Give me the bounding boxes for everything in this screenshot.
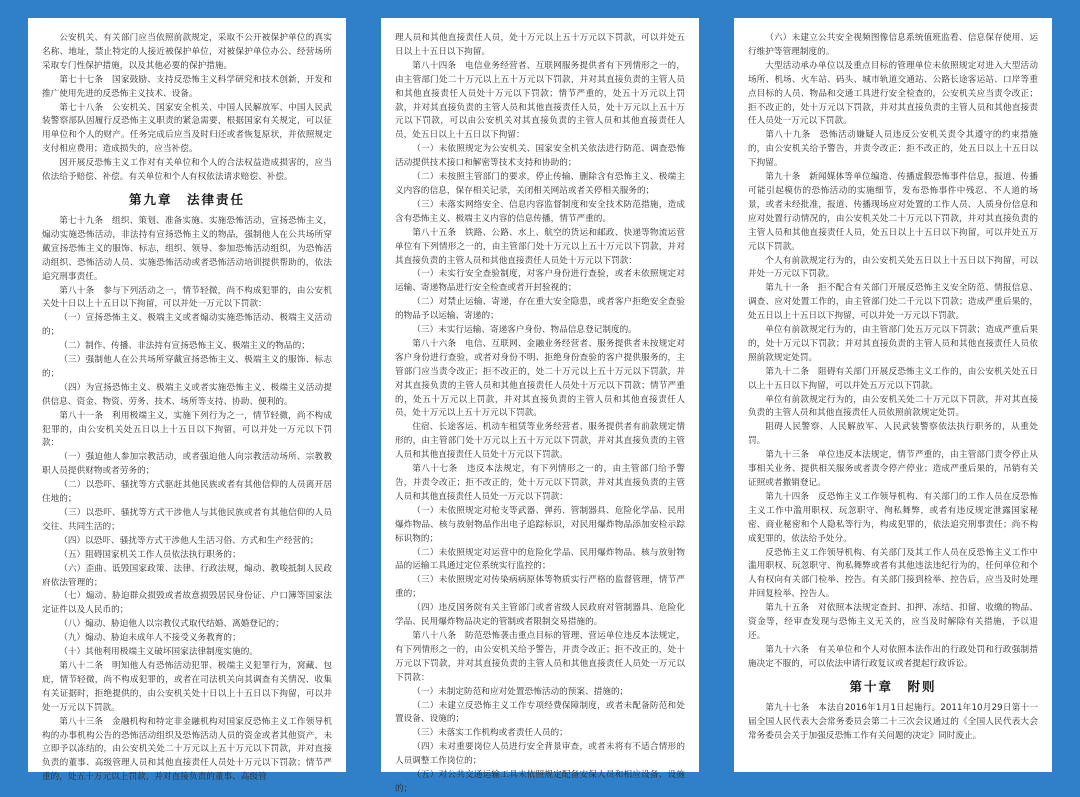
paragraph: 第八十三条 金融机构和特定非金融机构对国家反恐怖主义工作领导机构的办事机构公告的恐怖活动组织及恐怖活动人员的资金或者其他资产，未立即予以冻结的，由公安机关处二十万元以上五十万元以下罚款，并对直接负责的董事、高级管理人员和其他直接责任人员处十万元以下罚款；情节严重的，处五十万元以上罚款，并对直接负责的董事、高级管 bbox=[42, 716, 332, 783]
paragraph: 第九十二条 阻碍有关部门开展反恐怖主义工作的，由公安机关处五日以上十五日以下拘留，可以并处五万元以下罚款。 bbox=[748, 366, 1038, 391]
paragraph: （四）违反国务院有关主管部门或者省级人民政府对管制器具、危险化学品、民用爆炸物品决定的管制或者限制交易措施的。 bbox=[395, 603, 685, 628]
paragraph: （八）煽动、胁迫他人以宗教仪式取代结婚、离婚登记的； bbox=[59, 619, 284, 630]
paragraph: 第八十八条 防范恐怖袭击重点目标的管理、营运单位违反本法规定，有下列情形之一的，由公安机关给予警告，并责令改正；拒不改正的，处十万元以下罚款，并对其直接负责的主管人员和其他直接责任人员处一万元以下罚款： bbox=[395, 630, 685, 683]
paragraph: 单位有前款规定行为的，由主管部门处五万元以下罚款；造成严重后果的，处十万元以下罚款；并对其直接负责的主管人员和其他直接责任人员依照前款规定处罚。 bbox=[748, 325, 1038, 363]
paragraph: 第七十九条 组织、策划、准备实施、实施恐怖活动，宣扬恐怖主义，煽动实施恐怖活动，非法持有宣扬恐怖主义的物品，强制他人在公共场所穿戴宣扬恐怖主义的服饰、标志，组织、领导、参加恐怖活动组织，为恐怖活动组织、恐怖活动人员、实施恐怖活动或者恐怖活动培训提供帮助的，依法追究刑事责任。 bbox=[42, 215, 332, 282]
page-column-3 bbox=[734, 18, 1052, 772]
paragraph: （五）阻碍国家机关工作人员依法执行职务的； bbox=[59, 549, 241, 560]
paragraph: 第九十条 新闻媒体等单位编造、传播虚假恐怖事件信息，报道、传播可能引起模仿的恐怖活动的实施细节，发布恐怖事件中残忍、不人道的场景，或者未经批准，报道、传播现场应对处置的工作人员、人质身份信息和应对处置行动情况的，由公安机关处二十万元以下罚款，并对其直接负责的主管人员和其他直接责任人员，处五日以上十五日以下拘留，可以并处五万元以下罚款。 bbox=[748, 172, 1038, 252]
paragraph: （七）煽动、胁迫群众损毁或者故意损毁居民身份证、户口簿等国家法定证件以及人民币的； bbox=[42, 591, 332, 616]
paragraph: （九）煽动、胁迫未成年人不接受义务教育的； bbox=[59, 633, 241, 644]
paragraph: 大型活动承办单位以及重点目标的管理单位未依照规定对进入大型活动场所、机场、火车站、码头、城市轨道交通站、公路长途客运站、口岸等重点目标的人员、物品和交通工具进行安全检查的，公安机关应当责令改正；拒不改正的，处十万元以下罚款，并对其直接负责的主管人员和其他直接责任人员处一万元以下罚款。 bbox=[748, 60, 1038, 127]
paragraph: （四）未对重要岗位人员进行安全背景审查，或者未将有不适合情形的人员调整工作岗位的； bbox=[395, 742, 685, 767]
page-column-2 bbox=[381, 18, 699, 794]
paragraph: （二）未依照规定对运营中的危险化学品、民用爆炸物品、核与放射物品的运输工具通过定位系统实行监控的； bbox=[395, 547, 685, 572]
paragraph: 第七十八条 公安机关、国家安全机关、中国人民解放军、中国人民武装警察部队因履行反恐怖主义职责的紧急需要，根据国家有关规定，可以征用单位和个人的财产。任务完成后应当及时归还或者恢复原状，并依照规定支付相应费用；造成损失的，应当补偿。 bbox=[42, 102, 332, 155]
paragraph: （一）宣扬恐怖主义、极端主义或者煽动实施恐怖活动、极端主义活动的； bbox=[42, 313, 332, 338]
paragraph: 理人员和其他直接责任人员，处十万元以上五十万元以下罚款，可以并处五日以上十五日以下拘留。 bbox=[395, 33, 685, 57]
paragraph: （二）制作、传播、非法持有宣扬恐怖主义、极端主义的物品的； bbox=[59, 341, 310, 352]
paragraph: （四）为宣扬恐怖主义、极端主义或者实施恐怖主义、极端主义活动提供信息、资金、物资、劳务、技术、场所等支持、协助、便利的。 bbox=[42, 382, 332, 407]
paragraph: （五）对公共交通运输工具未依照规定配备安保人员和相应设备、设施的； bbox=[395, 770, 685, 794]
paragraph: 第九十七条 本法自2016年1月1日起施行。2011年10月29日第十一届全国人民代表大会常务委员会第二十三次会议通过的《全国人民代表大会常务委员会关于加强反恐怖工作有关问题的决定》同时废止。 bbox=[748, 702, 1038, 741]
paragraph: 第八十一条 利用极端主义，实施下列行为之一，情节轻微，尚不构成犯罪的，由公安机关处五日以上十五日以下拘留，可以并处一万元以下罚款： bbox=[42, 410, 332, 449]
paragraph: 第九十六条 有关单位和个人对依照本法作出的行政处罚和行政强制措施决定不服的，可以依法申请行政复议或者提起行政诉讼。 bbox=[748, 644, 1038, 669]
paragraph: （二）以恐吓、骚扰等方式驱赶其他民族或者有其他信仰的人员离开居住地的； bbox=[42, 480, 332, 505]
paragraph: 个人有前款规定行为的，由公安机关处五日以上十五日以下拘留，可以并处一万元以下罚款。 bbox=[748, 255, 1038, 280]
paragraph: 第八十五条 铁路、公路、水上、航空的货运和邮政、快递等物流运营单位有下列情形之一的，由主管部门处十万元以上五十万元以下罚款，并对其直接负责的主管人员和其他直接责任人员处十万元以下罚款： bbox=[395, 227, 685, 266]
paragraph: 住宿、长途客运、机动车租赁等业务经营者、服务提供者有前款规定情形的，由主管部门处十万元以上五十万元以下罚款，并对其直接负责的主管人员和其他直接责任人员处十万元以下罚款。 bbox=[395, 422, 685, 461]
paragraph: 第九十三条 单位违反本法规定，情节严重的，由主管部门责令停止从事相关业务、提供相关服务或者责令停产停业；造成严重后果的，吊销有关证照或者撤销登记。 bbox=[748, 450, 1038, 488]
paragraph: 第八十七条 违反本法规定，有下列情形之一的，由主管部门给予警告，并责令改正；拒不改正的，处十万元以下罚款，并对其直接负责的主管人员和其他直接责任人员处一万元以下罚款： bbox=[395, 464, 685, 502]
paragraph: 第九十四条 反恐怖主义工作领导机构、有关部门的工作人员在反恐怖主义工作中滥用职权、玩忽职守、徇私舞弊，或者有违反规定泄露国家秘密、商业秘密和个人隐私等行为，构成犯罪的，依法追究刑事责任；尚不构成犯罪的，依法给予处分。 bbox=[748, 491, 1038, 544]
page-column-1 bbox=[28, 18, 346, 783]
paragraph: 第八十二条 明知他人有恐怖活动犯罪、极端主义犯罪行为，窝藏、包庇，情节轻微，尚不构成犯罪的，或者在司法机关向其调查有关情况、收集有关证据时，拒绝提供的，由公安机关处十日以上十五日以下拘留，可以并处一万元以下罚款。 bbox=[42, 660, 332, 713]
paragraph: 第七十七条 国家鼓励、支持反恐怖主义科学研究和技术创新，开发和推广使用先进的反恐怖主义技术、设备。 bbox=[42, 74, 332, 99]
paragraph: （十）其他利用极端主义破坏国家法律制度实施的。 bbox=[59, 647, 258, 658]
paragraph: （三）未落实网络安全、信息内容监督制度和安全技术防范措施，造成含有恐怖主义、极端主义内容的信息传播，情节严重的。 bbox=[395, 199, 685, 224]
paragraph: （一）未制定防范和应对处置恐怖活动的预案、措施的； bbox=[412, 686, 629, 697]
paragraph: （三）未落实工作机构或者责任人员的； bbox=[412, 728, 568, 739]
paragraph: （三）未依照规定对传染病病原体等物质实行严格的监督管理，情节严重的； bbox=[395, 575, 685, 600]
paragraph: （三）以恐吓、骚扰等方式干涉他人与其他民族或者有其他信仰的人员交往、共同生活的； bbox=[42, 508, 332, 532]
paragraph: （三）未实行运输、寄递客户身份、物品信息登记制度的。 bbox=[412, 325, 637, 336]
paragraph: 第九十一条 拒不配合有关部门开展反恐怖主义安全防范、情报信息、调查、应对处置工作的，由主管部门处二千元以下罚款；造成严重后果的，处五日以上十五日以下拘留，可以并处一万元以下罚款。 bbox=[748, 283, 1038, 322]
paragraph: 第八十条 参与下列活动之一，情节轻微，尚不构成犯罪的，由公安机关处十日以上十五日以下拘留，可以并处一万元以下罚款： bbox=[42, 285, 332, 310]
paragraph: （一）未实行安全查验制度，对客户身份进行查验，或者未依照规定对运输、寄递物品进行安全检查或者开封验视的； bbox=[395, 269, 685, 294]
paragraph: （一）未依照规定对枪支等武器、弹药、管制器具、危险化学品、民用爆炸物品、核与放射物品作出电子追踪标识，对民用爆炸物品添加安检示踪标识物的； bbox=[395, 505, 685, 544]
paragraph: 反恐怖主义工作领导机构、有关部门及其工作人员在反恐怖主义工作中滥用职权、玩忽职守、徇私舞弊或者有其他违法违纪行为的，任何单位和个人有权向有关部门检举、控告。有关部门接到检举、控告后，应当及时处理并回复检举、控告人。 bbox=[748, 547, 1038, 600]
paragraph: 单位有前款规定行为的，由公安机关处二十万元以下罚款，并对其直接负责的主管人员和其他直接责任人员依照前款规定处罚。 bbox=[748, 394, 1038, 419]
paragraph: 因开展反恐怖主义工作对有关单位和个人的合法权益造成损害的，应当依法给予赔偿、补偿。有关单位和个人有权依法请求赔偿、补偿。 bbox=[42, 158, 332, 183]
paragraph: （二）对禁止运输、寄递，存在重大安全隐患，或者客户拒绝安全查验的物品予以运输、寄递的； bbox=[395, 297, 685, 322]
paragraph: 公安机关、有关部门应当依照前款规定，采取不公开被保护单位的真实名称、地址，禁止特定的人接近被保护单位，对被保护单位办公、经营场所采取专门性保护措施，以及其他必要的保护措施。 bbox=[42, 33, 332, 71]
paragraph: （三）强制他人在公共场所穿戴宣扬恐怖主义、极端主义的服饰、标志的； bbox=[42, 355, 332, 379]
paragraph: （四）以恐吓、骚扰等方式干涉他人生活习俗、方式和生产经营的； bbox=[59, 535, 319, 546]
paragraph: 阻碍人民警察、人民解放军、人民武装警察依法执行职务的，从重处罚。 bbox=[748, 422, 1038, 447]
paragraph: （二）未建立反恐怖主义工作专项经费保障制度，或者未配备防范和处置设备、设施的； bbox=[395, 700, 685, 725]
paragraph: 第九十五条 对依照本法规定查封、扣押、冻结、扣留、收缴的物品、资金等，经审查发现与恐怖主义无关的，应当及时解除有关措施，予以退还。 bbox=[748, 603, 1038, 641]
paragraph: （一）未依照规定为公安机关、国家安全机关依法进行防范、调查恐怖活动提供技术接口和解密等技术支持和协助的； bbox=[395, 144, 685, 169]
paragraph: （二）未按照主管部门的要求，停止传输、删除含有恐怖主义、极端主义内容的信息，保存相关记录，关闭相关网站或者关停相关服务的； bbox=[395, 172, 685, 196]
chapter-heading: 第十章 附则 bbox=[849, 678, 937, 694]
paragraph: 第八十六条 电信、互联网、金融业务经营者、服务提供者未按规定对客户身份进行查验，或者对身份不明、拒绝身份查验的客户提供服务的，主管部门应当责令改正；拒不改正的，处二十万元以上五十万元以下罚款，并对其直接负责的主管人员和其他直接责任人员处十万元以下罚款；情节严重的，处五十万元以上罚款，并对其直接负责的主管人员和其他直接责任人员，处十万元以上五十万元以下罚款。 bbox=[395, 338, 685, 419]
paragraph: （六）未建立公共安全视频图像信息系统值班监看、信息保存使用、运行维护等管理制度的。 bbox=[748, 33, 1038, 57]
paragraph: （六）歪曲、诋毁国家政策、法律、行政法规，煽动、教唆抵制人民政府依法管理的； bbox=[42, 563, 332, 588]
paragraph: 第八十九条 恐怖活动嫌疑人员违反公安机关责令其遵守的约束措施的，由公安机关给予警告，并责令改正；拒不改正的，处五日以上十五日以下拘留。 bbox=[748, 130, 1038, 169]
paragraph: 第八十四条 电信业务经营者、互联网服务提供者有下列情形之一的，由主管部门处二十万元以上五十万元以下罚款，并对其直接负责的主管人员和其他直接责任人员处十万元以下罚款；情节严重的，处五十万元以上罚款，并对其直接负责的主管人员和其他直接责任人员，处十万元以上五十万元以下罚款，可以由公安机关对其直接负责的主管人员和其他直接责任人员，处五日以上十五日以下拘留： bbox=[395, 60, 685, 141]
chapter-heading: 第九章 法律责任 bbox=[128, 191, 245, 207]
paragraph: （一）强迫他人参加宗教活动，或者强迫他人向宗教活动场所、宗教教职人员提供财物或者劳务的； bbox=[42, 452, 332, 477]
